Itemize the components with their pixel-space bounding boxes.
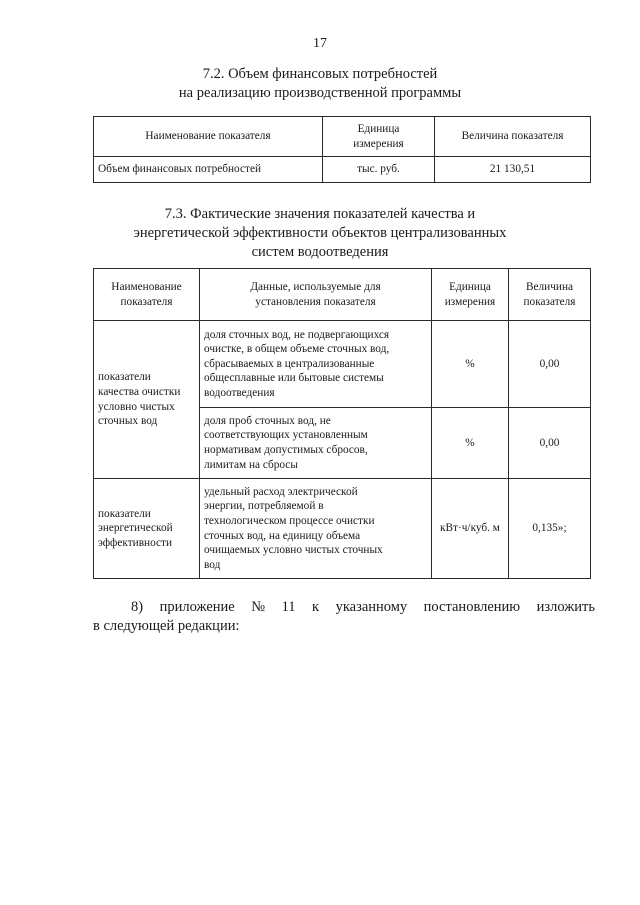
cell-unit: тыс. руб. bbox=[323, 157, 435, 183]
cell-value: 0,00 bbox=[509, 321, 591, 408]
heading-line: на реализацию производственной программы bbox=[178, 85, 462, 101]
heading-line: энергетической эффективности объектов централизованных bbox=[133, 225, 507, 241]
section-7-3-heading bbox=[0, 205, 640, 262]
table-row bbox=[94, 479, 591, 579]
cell-indicator-name: Объем финансовых потребностей bbox=[94, 157, 323, 183]
cell-unit: % bbox=[432, 408, 509, 479]
table-header-row bbox=[94, 117, 591, 157]
heading-line: 7.3. Фактические значения показателей качества и bbox=[164, 206, 476, 222]
paragraph-line: в следующей редакции: bbox=[93, 618, 240, 634]
heading-line: 7.2. Объем финансовых потребностей bbox=[202, 66, 438, 82]
header-value: Величина показателя bbox=[435, 117, 591, 157]
table-row bbox=[94, 157, 591, 183]
table-header-row bbox=[94, 269, 591, 321]
header-data-used: Данные, используемые для установления показателя bbox=[200, 269, 432, 321]
cell-value: 0,135»; bbox=[509, 479, 591, 579]
header-indicator-name: Наименование показателя bbox=[94, 269, 200, 321]
page-number: 17 bbox=[313, 36, 327, 51]
paragraph-line: 8) приложение № 11 к указанному постановлению изложить bbox=[131, 599, 595, 615]
cell-data-used: доля проб сточных вод, не соответствующих установленным нормативам допустимых сбросов, лимитам на сбросы bbox=[200, 408, 432, 479]
cell-unit: кВт·ч/куб. м bbox=[432, 479, 509, 579]
cell-value: 0,00 bbox=[509, 408, 591, 479]
header-indicator-name: Наименование показателя bbox=[94, 117, 323, 157]
section-7-2-heading bbox=[0, 65, 640, 103]
cell-group-efficiency: показатели энергетической эффективности bbox=[94, 479, 200, 579]
financial-needs-table bbox=[93, 116, 591, 183]
cell-data-used: доля сточных вод, не подвергающихся очистке, в общем объеме сточных вод, сбрасываемых в централизованные общесплавные или бытовые системы водоотведения bbox=[200, 321, 432, 408]
cell-unit: % bbox=[432, 321, 509, 408]
cell-value: 21 130,51 bbox=[435, 157, 591, 183]
quality-efficiency-table bbox=[93, 268, 591, 579]
paragraph-8 bbox=[93, 598, 595, 636]
header-unit: Единица измерения bbox=[432, 269, 509, 321]
table-row bbox=[94, 321, 591, 408]
cell-data-used: удельный расход электрической энергии, потребляемой в технологическом процессе очистки сточных вод, на единицу объема очищаемых условно чистых сточных вод bbox=[200, 479, 432, 579]
heading-line: систем водоотведения bbox=[251, 244, 389, 260]
header-value: Величина показателя bbox=[509, 269, 591, 321]
cell-group-quality: показатели качества очистки условно чистых сточных вод bbox=[94, 321, 200, 479]
header-unit: Единица измерения bbox=[323, 117, 435, 157]
